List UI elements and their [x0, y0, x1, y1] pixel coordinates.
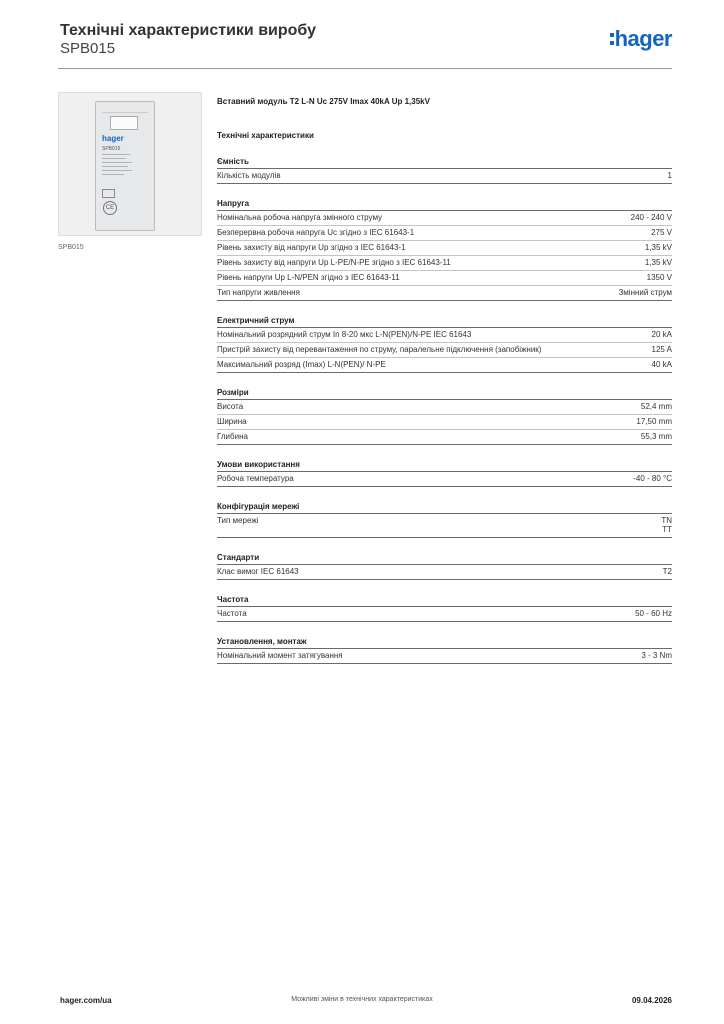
spec-row — [217, 649, 672, 664]
page-title: Технічні характеристики виробу — [60, 22, 316, 39]
spec-value — [645, 258, 672, 267]
spec-row — [217, 472, 672, 487]
spec-row — [217, 430, 672, 445]
section-heading: Технічні характеристики — [217, 131, 314, 140]
spec-group — [217, 459, 672, 487]
spec-group — [217, 387, 672, 445]
spec-value-text: 52,4 mm — [640, 402, 672, 411]
footer-website: hager.com/ua — [60, 996, 112, 1005]
spec-value-text: 20 kA — [651, 330, 672, 339]
spec-value — [633, 474, 672, 483]
product-description: Вставний модуль T2 L-N Uc 275V Imax 40kA Up 1,35kV — [217, 97, 430, 106]
spec-value — [631, 213, 672, 222]
spec-row — [217, 415, 672, 430]
spec-value-text: Змінний струм — [618, 288, 672, 297]
spec-value-text: 17,50 mm — [636, 417, 672, 426]
spec-group — [217, 501, 672, 538]
spec-row — [217, 169, 672, 184]
spec-row — [217, 286, 672, 301]
spec-value — [647, 273, 672, 282]
logo-dots-icon — [610, 31, 614, 47]
spec-value — [651, 228, 672, 237]
spec-label: Робоча температура — [217, 474, 294, 483]
spec-label: Ширина — [217, 417, 247, 426]
spec-value — [661, 516, 672, 534]
spec-label: Рівень захисту від напруги Up згідно з IEC 61643-1 — [217, 243, 406, 252]
spec-value — [641, 402, 672, 411]
spec-value — [668, 171, 672, 180]
spec-value — [636, 417, 672, 426]
spec-group-title: Установлення, монтаж — [217, 636, 672, 649]
spec-value — [652, 345, 672, 354]
spec-value-text: 275 V — [651, 228, 672, 237]
spec-group-title: Умови використання — [217, 459, 672, 472]
spec-value — [641, 651, 672, 660]
spec-label: Тип напруги живлення — [217, 288, 300, 297]
spec-value-text: TT — [662, 525, 672, 534]
spec-row — [217, 241, 672, 256]
spec-value-text: T2 — [662, 567, 672, 576]
spec-group — [217, 552, 672, 580]
spec-group-title: Напруга — [217, 198, 672, 211]
module-brand-label: hager — [102, 134, 124, 143]
spec-label: Частота — [217, 609, 247, 618]
spec-value-text: 1 — [667, 171, 672, 180]
spec-row — [217, 565, 672, 580]
spec-label: Клас вимог IEC 61643 — [217, 567, 299, 576]
spec-label: Рівень напруги Up L-N/PEN згідно з IEC 61643-11 — [217, 273, 400, 282]
spec-value-text: TN — [661, 516, 672, 525]
certification-mark-icon — [102, 189, 115, 198]
spec-value — [652, 360, 672, 369]
image-caption: SPB015 — [58, 244, 84, 251]
spec-group — [217, 156, 672, 184]
spec-label: Висота — [217, 402, 244, 411]
spec-row — [217, 328, 672, 343]
spec-row — [217, 256, 672, 271]
spec-value — [635, 609, 672, 618]
spec-group-title: Конфігурація мережі — [217, 501, 672, 514]
spec-group-title: Частота — [217, 594, 672, 607]
spec-group-title: Електричний струм — [217, 315, 672, 328]
spec-row — [217, 211, 672, 226]
header-divider — [58, 68, 672, 69]
spec-row — [217, 271, 672, 286]
spec-group-title: Розміри — [217, 387, 672, 400]
spec-label: Безперервна робоча напруга Uc згідно з IEC 61643-1 — [217, 228, 415, 237]
spec-row — [217, 226, 672, 241]
spec-value — [663, 567, 672, 576]
spec-row — [217, 358, 672, 373]
spec-value-text: 50 - 60 Hz — [635, 609, 672, 618]
ce-mark-icon: CE — [103, 201, 117, 215]
spec-group-title: Стандарти — [217, 552, 672, 565]
spec-row — [217, 514, 672, 538]
hager-logo — [610, 28, 672, 50]
module-ref-label: SPB015 — [102, 146, 121, 152]
footer-notice: Можливі зміни в технічних характеристиках — [291, 996, 433, 1003]
spec-value — [641, 432, 672, 441]
spec-label: Рівень захисту від напруги Up L-PE/N-PE згідно з IEC 61643-11 — [217, 258, 451, 267]
spec-groups — [217, 156, 672, 664]
spec-group — [217, 198, 672, 301]
spec-value-text: 55,3 mm — [640, 432, 672, 441]
spec-value-text: 1350 V — [646, 273, 672, 282]
spec-value-text: -40 - 80 °C — [633, 474, 672, 483]
spec-row — [217, 607, 672, 622]
spec-label: Максимальний розряд (Imax) L-N(PEN)/ N-PE — [217, 360, 386, 369]
product-code: SPB015 — [60, 40, 116, 57]
spec-label: Пристрій захисту від перевантаження по струму, паралельне підключення (запобіжник) — [217, 345, 542, 354]
status-window-icon — [110, 116, 138, 130]
spec-value-text: 240 - 240 V — [630, 213, 672, 222]
spec-value-text: 40 kA — [651, 360, 672, 369]
footer-date: 09.04.2026 — [631, 996, 672, 1005]
spec-label: Номінальний розрядний струм In 8-20 мкс L-N(PEN)/N-PE IEC 61643 — [217, 330, 472, 339]
spec-value-text: 3 - 3 Nm — [641, 651, 672, 660]
surge-module-illustration — [95, 101, 155, 231]
spec-value-text: 1,35 kV — [644, 258, 672, 267]
spec-group — [217, 636, 672, 664]
spec-group — [217, 594, 672, 622]
spec-content — [217, 96, 672, 664]
spec-label: Номінальний момент затягування — [217, 651, 343, 660]
spec-value — [645, 243, 672, 252]
spec-value-text: 1,35 kV — [644, 243, 672, 252]
spec-label: Тип мережі — [217, 516, 259, 525]
logo-text: hager — [614, 26, 672, 51]
spec-row — [217, 343, 672, 358]
spec-label: Кількість модулів — [217, 171, 281, 180]
spec-value — [652, 330, 672, 339]
spec-label: Глибина — [217, 432, 248, 441]
spec-row — [217, 400, 672, 415]
spec-value-text: 125 A — [651, 345, 672, 354]
spec-label: Номінальна робоча напруга змінного струму — [217, 213, 383, 222]
spec-group-title: Ємність — [217, 156, 672, 169]
product-image — [58, 92, 202, 236]
spec-group — [217, 315, 672, 373]
spec-value — [618, 288, 672, 297]
